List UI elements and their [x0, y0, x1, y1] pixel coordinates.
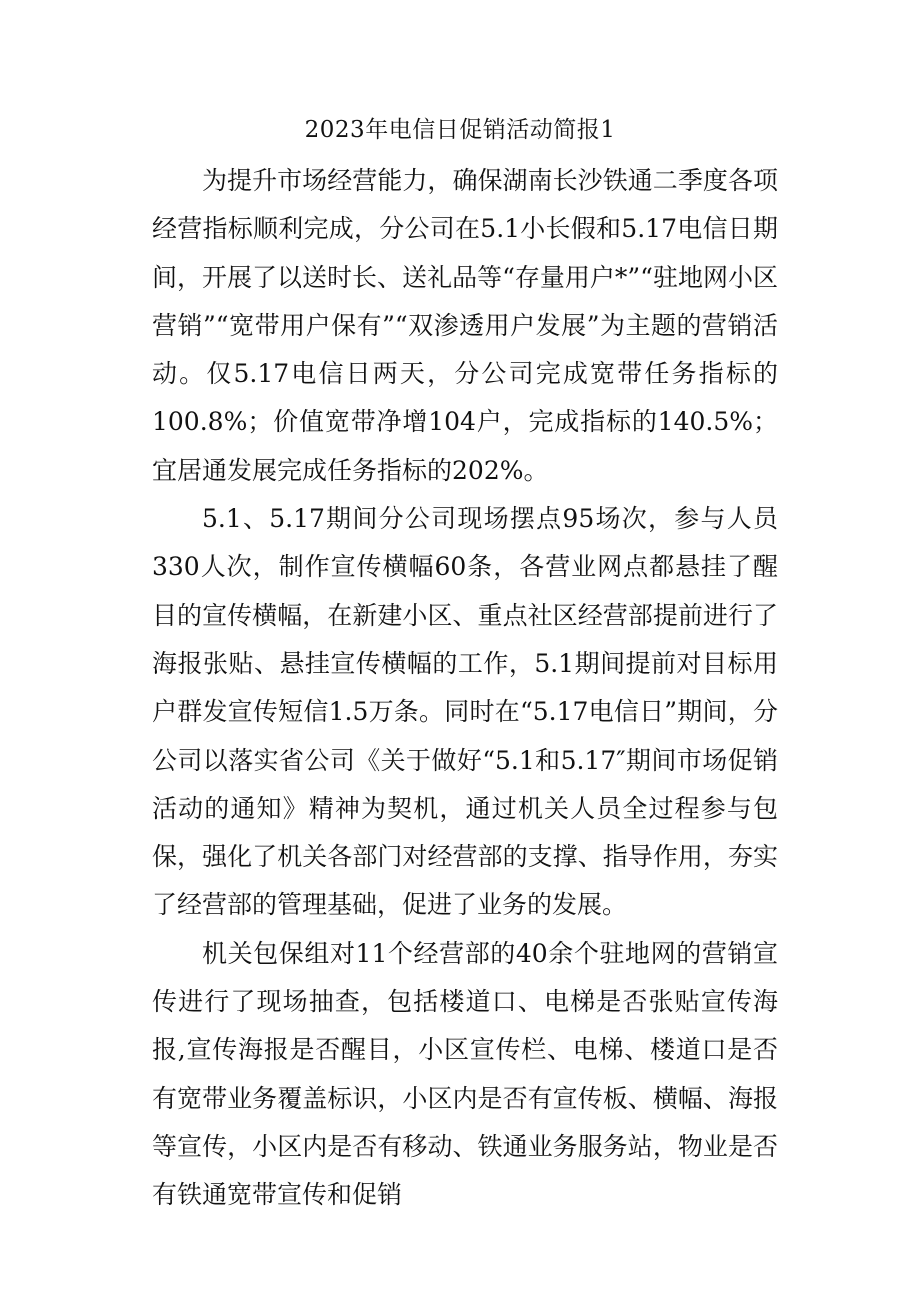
paragraph-1: 为提升市场经营能力，确保湖南长沙铁通二季度各项经营指标顺利完成，分公司在5.1小长假和5.17电信日期间，开展了以送时长、送礼品等“存量用户*”“驻地网小区营销”“宽带用户保有”“双渗透用户发展”为主题的营销活动。仅5.17电信日两天，分公司完成宽带任务指标的100.8%；价值宽带净增104户，完成指标的140.5%；宜居通发展完成任务指标的202%。: [152, 166, 778, 485]
paragraph-2: 5.1、5.17期间分公司现场摆点95场次，参与人员330人次，制作宣传横幅60条，各营业网点都悬挂了醒目的宣传横幅，在新建小区、重点社区经营部提前进行了海报张贴、悬挂宣传横幅的工作，5.1期间提前对目标用户群发宣传短信1.5万条。同时在“5.17电信日”期间，分公司以落实省公司《关于做好“5.1和5.17″期间市场促销活动的通知》精神为契机，通过机关人员全过程参与包保，强化了机关各部门对经营部的支撑、指导作用，夯实了经营部的管理基础，促进了业务的发展。: [152, 504, 778, 920]
document-title: 2023年电信日促销活动简报1: [304, 117, 616, 143]
document-body: [152, 157, 778, 1220]
paragraph-3: 机关包保组对11个经营部的40余个驻地网的营销宣传进行了现场抽查，包括楼道口、电梯是否张贴宣传海报,宣传海报是否醒目，小区宣传栏、电梯、楼道口是否有宽带业务覆盖标识，小区内是否有宣传板、横幅、海报等宣传，小区内是否有移动、铁通业务服务站，物业是否有铁通宽带宣传和促销: [152, 938, 778, 1210]
